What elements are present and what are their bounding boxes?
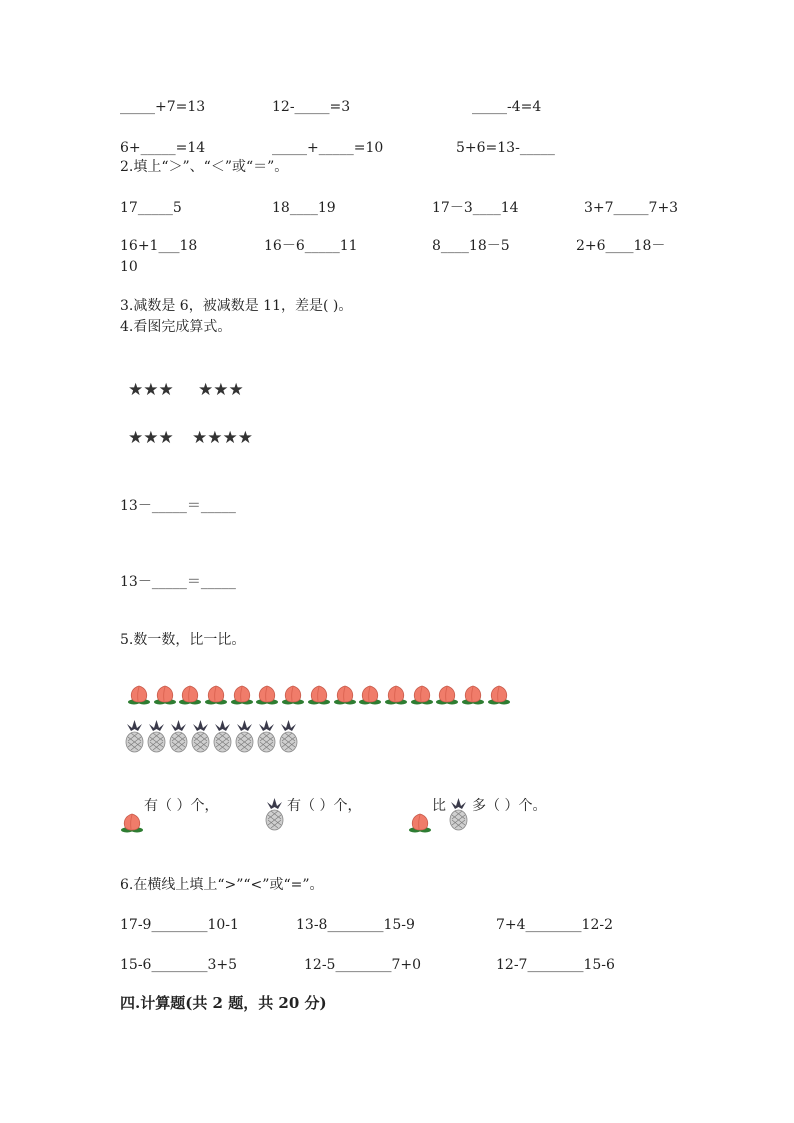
peach-icon — [384, 684, 408, 706]
pineapple-icon — [146, 720, 167, 754]
star-group: ★★★ — [128, 380, 174, 400]
comparison: 7+4________12-2 — [496, 917, 613, 933]
comparison: 16－6_____11 — [264, 238, 358, 254]
pineapple-icon — [190, 720, 211, 754]
equation: 5+6=13-_____ — [456, 140, 555, 156]
comparison: 12-5________7+0 — [304, 957, 421, 973]
compare-text: 多（ ）个。 — [472, 798, 547, 814]
question-title: 2.填上“＞”、“＜”或“＝”。 — [120, 159, 289, 175]
comparison: 13-8________15-9 — [296, 917, 415, 933]
comparison: 8____18－5 — [432, 238, 510, 254]
compare-text: 有（ ）个， — [144, 798, 219, 814]
question-title: 4.看图完成算式。 — [120, 319, 232, 335]
pineapple-icon — [448, 798, 469, 836]
compare-text: 比 — [432, 798, 446, 814]
comparison: 18____19 — [272, 200, 336, 216]
comparison: 16+1___18 — [120, 238, 198, 254]
peach-icon — [281, 684, 305, 706]
equation: _____-4=4 — [472, 99, 542, 115]
pineapple-icon — [264, 798, 285, 836]
peach-icon — [120, 812, 144, 838]
comparison: 17－3____14 — [432, 200, 519, 216]
question-title: 6.在横线上填上“>”“<”或“=”。 — [120, 877, 324, 893]
pineapple-icon — [168, 720, 189, 754]
pineapple-icon — [278, 720, 299, 754]
equation: 12-_____=3 — [272, 99, 351, 115]
question-title: 5.数一数，比一比。 — [120, 632, 246, 648]
peach-icon — [358, 684, 382, 706]
star-group: ★★★★ — [192, 428, 253, 448]
peach-icon — [333, 684, 357, 706]
peach-icon — [435, 684, 459, 706]
pineapple-icon — [234, 720, 255, 754]
peach-icon — [204, 684, 228, 706]
equation: _____+_____=10 — [272, 140, 384, 156]
peach-icon — [461, 684, 485, 706]
peach-icon — [230, 684, 254, 706]
comparison: 17_____5 — [120, 200, 182, 216]
equation: 13－_____＝_____ — [120, 498, 236, 514]
comparison-wrap: 10 — [120, 259, 138, 275]
star-group: ★★★ — [128, 428, 174, 448]
pineapple-icon — [124, 720, 145, 754]
star-group: ★★★ — [198, 380, 244, 400]
peach-icon — [127, 684, 151, 706]
equation: 6+_____=14 — [120, 140, 206, 156]
section-heading: 四.计算题(共 2 题，共 20 分) — [120, 994, 327, 1012]
peach-icon — [408, 812, 432, 838]
equation: 13－_____＝_____ — [120, 574, 236, 590]
comparison: 12-7________15-6 — [496, 957, 615, 973]
comparison: 2+6____18－ — [576, 238, 666, 254]
equation: _____+7=13 — [120, 99, 206, 115]
peach-row — [127, 684, 512, 706]
peach-icon — [178, 684, 202, 706]
pineapple-icon — [256, 720, 277, 754]
peach-icon — [410, 684, 434, 706]
pineapple-row — [124, 720, 300, 754]
peach-icon — [255, 684, 279, 706]
comparison: 3+7_____7+3 — [584, 200, 679, 216]
compare-text: 有（ ）个， — [287, 798, 362, 814]
peach-icon — [153, 684, 177, 706]
pineapple-icon — [212, 720, 233, 754]
comparison: 17-9________10-1 — [120, 917, 239, 933]
peach-icon — [307, 684, 331, 706]
comparison: 15-6________3+5 — [120, 957, 237, 973]
question-title: 3.减数是 6，被减数是 11，差是( )。 — [120, 298, 353, 314]
peach-icon — [487, 684, 511, 706]
